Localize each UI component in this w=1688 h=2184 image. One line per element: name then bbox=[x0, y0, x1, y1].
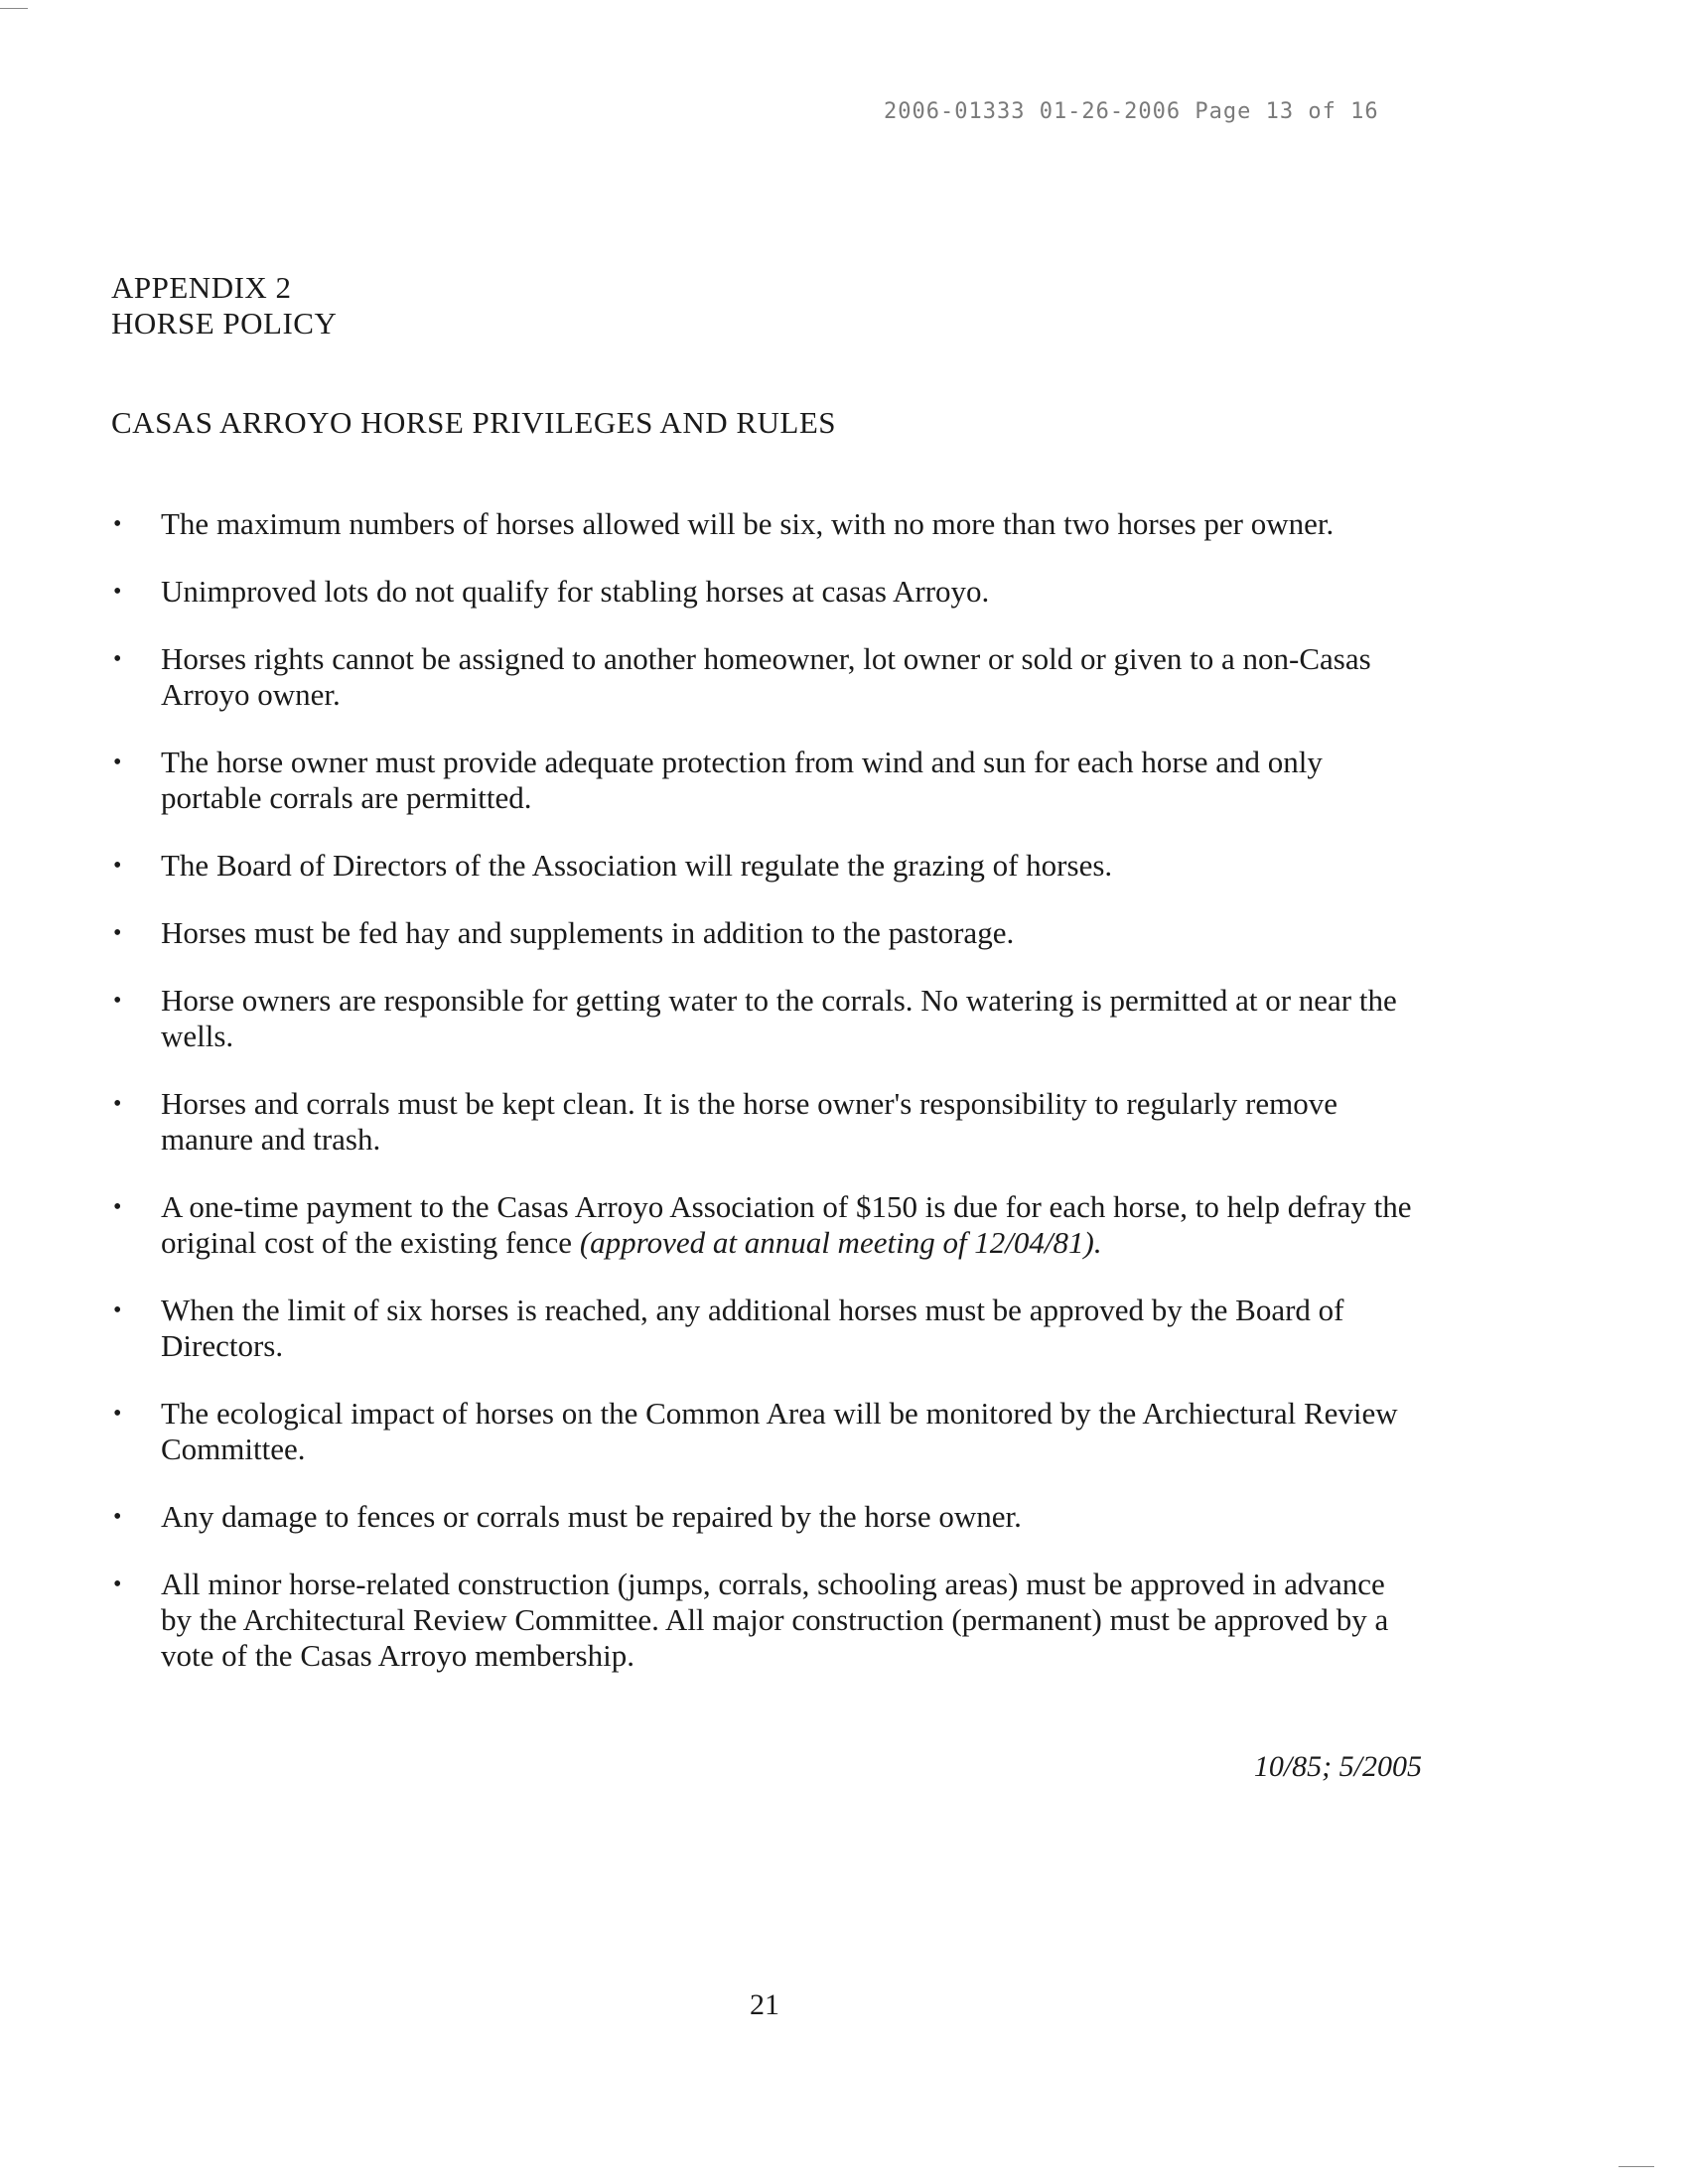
rule-item bbox=[111, 1189, 1422, 1261]
rule-approval-note: (approved at annual meeting of 12/04/81). bbox=[579, 1225, 1102, 1260]
rule-item bbox=[111, 1293, 1422, 1364]
rule-text: Unimproved lots do not qualify for stabling horses at casas Arroyo. bbox=[161, 574, 990, 609]
bullet-icon: • bbox=[113, 579, 122, 605]
rule-item bbox=[111, 848, 1422, 884]
scan-mark-bottom-right bbox=[1618, 2166, 1654, 2167]
rule-item bbox=[111, 1567, 1422, 1674]
rule-item bbox=[111, 574, 1422, 610]
bullet-icon: • bbox=[113, 920, 122, 946]
scan-mark-top-left bbox=[0, 8, 28, 9]
page-number: 21 bbox=[750, 1988, 779, 2021]
rule-text: The ecological impact of horses on the Common Area will be monitored by the Archiectural Review Committee. bbox=[161, 1396, 1398, 1466]
bullet-icon: • bbox=[113, 1091, 122, 1117]
rule-text: The Board of Directors of the Association will regulate the grazing of horses. bbox=[161, 848, 1113, 883]
rule-text: Horses must be fed hay and supplements in addition to the pastorage. bbox=[161, 915, 1015, 950]
bullet-icon: • bbox=[113, 853, 122, 879]
bullet-icon: • bbox=[113, 1571, 122, 1597]
appendix-label: APPENDIX 2 bbox=[111, 270, 292, 305]
rule-text: Horse owners are responsible for getting water to the corrals. No watering is permitted at or near the wells. bbox=[161, 983, 1397, 1053]
rule-text: The maximum numbers of horses allowed will be six, with no more than two horses per owner. bbox=[161, 506, 1335, 541]
bullet-icon: • bbox=[113, 646, 122, 672]
rule-item bbox=[111, 641, 1422, 713]
bullet-icon: • bbox=[113, 988, 122, 1014]
bullet-icon: • bbox=[113, 1297, 122, 1323]
rule-text: The horse owner must provide adequate protection from wind and sun for each horse and only portable corrals are permitted. bbox=[161, 745, 1323, 815]
rule-item bbox=[111, 506, 1422, 542]
appendix-heading bbox=[111, 270, 337, 341]
rule-item bbox=[111, 915, 1422, 951]
rule-item bbox=[111, 745, 1422, 816]
rule-text-main: A one-time payment to the Casas Arroyo Association of $150 is due for each horse, to help defray the original cost of the existing fence bbox=[161, 1189, 1412, 1260]
rule-text: When the limit of six horses is reached, any additional horses must be approved by the Board of Directors. bbox=[161, 1293, 1344, 1363]
rule-text bbox=[161, 1189, 1412, 1260]
appendix-title: HORSE POLICY bbox=[111, 306, 338, 341]
rules-list bbox=[111, 506, 1422, 1706]
rule-text: All minor horse-related construction (jumps, corrals, schooling areas) must be approved in advance by the Architectural Review Committee. All major construction (permanent) must be approved by a vote of the Casas Arroyo membership. bbox=[161, 1567, 1389, 1673]
bullet-icon: • bbox=[113, 511, 122, 537]
revision-date: 10/85; 5/2005 bbox=[1253, 1750, 1422, 1783]
bullet-icon: • bbox=[113, 1401, 122, 1427]
bullet-icon: • bbox=[113, 750, 122, 775]
recording-stamp: 2006-01333 01-26-2006 Page 13 of 16 bbox=[884, 99, 1379, 124]
rule-text: Any damage to fences or corrals must be repaired by the horse owner. bbox=[161, 1499, 1022, 1534]
section-title: CASAS ARROYO HORSE PRIVILEGES AND RULES bbox=[111, 405, 837, 440]
rule-text: Horses and corrals must be kept clean. It is the horse owner's responsibility to regularly remove manure and trash. bbox=[161, 1086, 1337, 1157]
rule-item bbox=[111, 1086, 1422, 1158]
rule-item bbox=[111, 1396, 1422, 1467]
rule-text: Horses rights cannot be assigned to another homeowner, lot owner or sold or given to a non-Casas Arroyo owner. bbox=[161, 641, 1371, 712]
bullet-icon: • bbox=[113, 1504, 122, 1530]
bullet-icon: • bbox=[113, 1194, 122, 1220]
rule-item bbox=[111, 1499, 1422, 1535]
rule-item bbox=[111, 983, 1422, 1054]
